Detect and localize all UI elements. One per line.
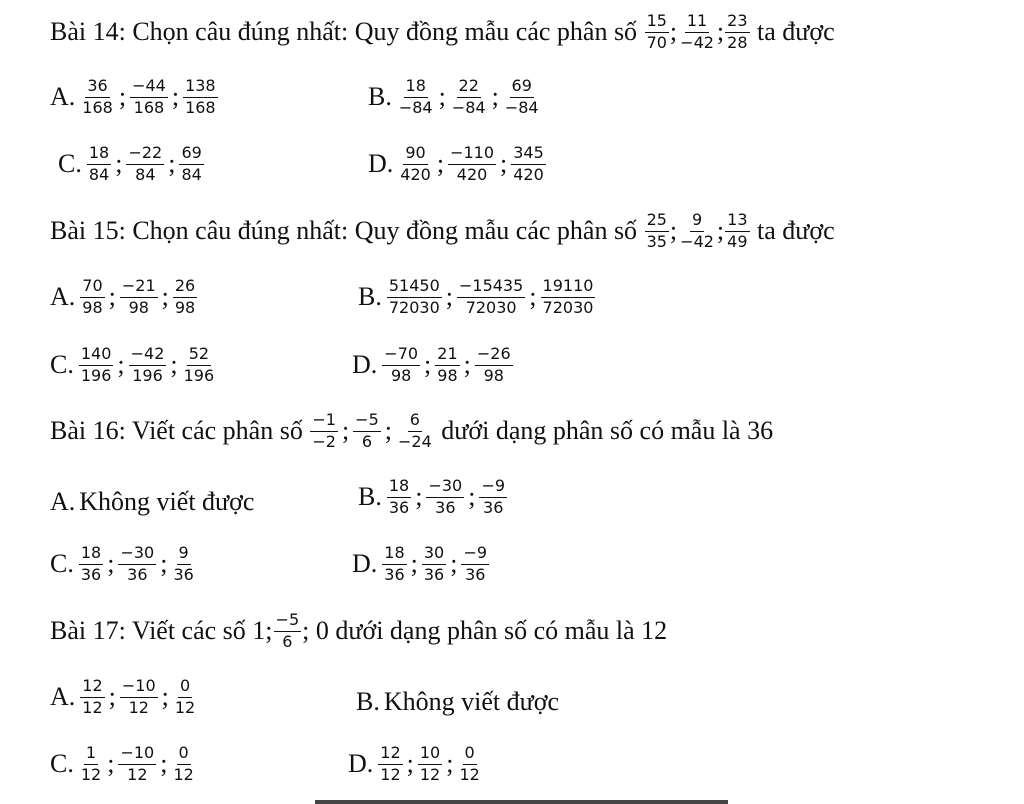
fraction (79, 745, 103, 784)
denominator: 36 (465, 564, 486, 584)
denominator: 196 (132, 365, 163, 385)
numerator: 69 (510, 78, 534, 98)
fraction (418, 745, 442, 784)
denominator: −84 (451, 97, 486, 117)
separator: ; (108, 282, 116, 312)
q14-option-d[interactable] (368, 145, 547, 184)
question-16-suffix: dưới dạng phân số có mẫu là 36 (441, 416, 774, 446)
page-bottom-divider (315, 800, 728, 804)
numerator: 30 (422, 545, 446, 565)
fraction (80, 278, 104, 317)
separator: ; (384, 416, 392, 446)
fraction (382, 346, 420, 385)
denominator: 12 (419, 764, 441, 784)
fraction (398, 145, 433, 184)
question-14-prefix: Bài 14: Chọn câu đúng nhất: Quy đồng mẫu các phân số (50, 17, 638, 47)
fraction (475, 346, 513, 385)
numerator: 10 (418, 745, 442, 765)
fraction (171, 545, 195, 584)
denominator: 72030 (465, 297, 517, 317)
question-17-suffix: ; 0 dưới dạng phân số có mẫu là 12 (302, 616, 668, 646)
numerator: 70 (80, 278, 104, 298)
numerator: −70 (382, 346, 420, 366)
numerator: 15 (645, 13, 669, 33)
q16-option-b[interactable] (358, 478, 508, 517)
fraction (426, 478, 464, 517)
question-16 (50, 412, 773, 451)
option-letter: B. (368, 82, 392, 112)
numerator: 138 (183, 78, 218, 98)
fraction (457, 278, 525, 317)
numerator: 12 (378, 745, 402, 765)
denominator: 36 (384, 564, 405, 584)
denominator: 98 (82, 297, 103, 317)
q17-option-c[interactable] (50, 745, 197, 784)
separator: ; (410, 549, 418, 579)
denominator: 84 (181, 164, 202, 184)
fraction (457, 745, 481, 784)
denominator: 12 (174, 697, 196, 717)
fraction (387, 278, 442, 317)
numerator: 12 (80, 678, 104, 698)
denominator: 98 (128, 297, 149, 317)
separator: ; (450, 549, 458, 579)
numerator: 90 (403, 145, 427, 165)
numerator: −9 (461, 545, 489, 565)
denominator: 420 (400, 164, 431, 184)
fraction (79, 346, 114, 385)
option-letter: A. (50, 487, 76, 516)
option-letter: D. (368, 149, 394, 179)
denominator: −42 (680, 32, 714, 52)
fraction (541, 278, 596, 317)
denominator: −42 (680, 231, 714, 251)
separator: ; (108, 682, 116, 712)
option-letter: B. (358, 482, 382, 512)
fraction (382, 545, 406, 584)
numerator: 11 (685, 13, 709, 33)
fraction (479, 478, 507, 517)
fraction (645, 212, 669, 251)
question-16-prefix: Bài 16: Viết các phân số (50, 416, 303, 446)
question-17 (50, 612, 667, 651)
fraction (118, 545, 156, 584)
option-letter: C. (50, 549, 74, 579)
numerator: −22 (126, 145, 164, 165)
fraction (396, 412, 434, 451)
q15-option-b[interactable] (358, 278, 596, 317)
numerator: 9 (177, 545, 191, 565)
fraction (179, 145, 203, 184)
fraction (80, 678, 104, 717)
fraction (511, 145, 546, 184)
q15-option-c[interactable] (50, 346, 217, 385)
denominator: 12 (459, 764, 480, 784)
numerator: 1 (84, 745, 98, 765)
separator: ; (170, 350, 178, 380)
fraction (678, 13, 716, 52)
question-14: Bài 14: Chọn câu đúng nhất: Quy đồng mẫu các phân số $\frac{15}{70}$ ; $\frac{11}{-42}$ ; $\frac{23}{28}$ ta được (50, 11, 835, 52)
numerator: 18 (382, 545, 406, 565)
denominator: 98 (390, 365, 412, 385)
fraction (182, 346, 217, 385)
denominator: 98 (483, 365, 504, 385)
option-letter: C. (50, 350, 74, 380)
fraction (79, 545, 103, 584)
fraction (118, 745, 156, 784)
numerator: −110 (448, 145, 496, 165)
fraction (80, 78, 115, 117)
numerator: −30 (426, 478, 464, 498)
separator: ; (115, 149, 123, 179)
numerator: 23 (725, 13, 749, 33)
numerator: 69 (179, 145, 203, 165)
fraction (274, 612, 302, 651)
option-letter: A. (50, 282, 76, 312)
numerator: 25 (645, 212, 669, 232)
denominator: 36 (483, 497, 504, 517)
fraction (461, 545, 489, 584)
numerator: 0 (463, 745, 477, 765)
numerator: 13 (725, 212, 749, 232)
denominator: 28 (727, 32, 748, 52)
denominator: 168 (133, 97, 165, 117)
denominator: 196 (80, 365, 112, 385)
fraction (130, 78, 168, 117)
separator: ; (463, 350, 471, 380)
denominator: 420 (456, 164, 488, 184)
q17-option-d[interactable] (348, 745, 483, 784)
numerator: −42 (129, 346, 167, 366)
denominator: −84 (504, 97, 539, 117)
fraction (120, 678, 158, 717)
numerator: 51450 (387, 278, 442, 298)
fraction (87, 145, 111, 184)
denominator: −84 (398, 97, 433, 117)
separator: ; (500, 149, 508, 179)
option-letter: D. (352, 350, 378, 380)
numerator: 22 (457, 78, 481, 98)
separator: ; (529, 282, 537, 312)
numerator: −15435 (457, 278, 525, 298)
denominator: 98 (174, 297, 196, 317)
fraction (435, 346, 459, 385)
numerator: −30 (118, 545, 156, 565)
option-letter: B. (358, 282, 382, 312)
separator: ; (168, 149, 176, 179)
denominator: 196 (183, 365, 215, 385)
denominator: 36 (173, 564, 194, 584)
denominator: 35 (646, 231, 667, 251)
numerator: −5 (353, 412, 381, 432)
fraction (725, 13, 749, 52)
question-17-prefix: Bài 17: Viết các số 1; (50, 616, 273, 646)
denominator: 168 (82, 97, 113, 117)
fraction (353, 412, 381, 451)
fraction (120, 278, 158, 317)
numerator: −10 (120, 678, 158, 698)
q15-option-a[interactable] (50, 278, 198, 317)
fraction (645, 13, 669, 52)
denominator: 12 (128, 697, 149, 717)
fraction (450, 78, 488, 117)
separator: ; (468, 482, 476, 512)
numerator: −44 (130, 78, 168, 98)
denominator: 12 (127, 764, 148, 784)
denominator: 36 (435, 497, 456, 517)
fraction (173, 278, 197, 317)
numerator: −21 (120, 278, 158, 298)
option-letter: C. (50, 749, 74, 779)
numerator: 9 (690, 212, 704, 232)
numerator: −10 (118, 745, 156, 765)
q14-option-a[interactable] (50, 78, 219, 117)
numerator: 19110 (541, 278, 596, 298)
numerator: 52 (187, 346, 211, 366)
numerator: 6 (408, 412, 422, 432)
separator: ; (436, 149, 445, 179)
denominator: −24 (398, 431, 432, 451)
fraction (422, 545, 446, 584)
fraction (129, 346, 167, 385)
separator: ; (160, 749, 168, 779)
numerator: 26 (173, 278, 197, 298)
denominator: 12 (173, 764, 194, 784)
denominator: 84 (88, 164, 110, 184)
denominator: 98 (437, 365, 458, 385)
q17-option-b[interactable]: B. Không viết được (356, 687, 559, 716)
separator: ; (341, 416, 350, 446)
fraction (503, 78, 541, 117)
option-letter: A. (50, 82, 76, 112)
option-letter: C. (58, 149, 82, 179)
separator: ; (107, 749, 115, 779)
denominator: 36 (80, 564, 102, 584)
fraction (448, 145, 496, 184)
numerator: 140 (79, 346, 114, 366)
separator: ; (491, 82, 499, 112)
separator: ; (438, 82, 446, 112)
fraction (310, 412, 338, 451)
q15-option-d[interactable] (352, 346, 514, 385)
numerator: −26 (475, 346, 513, 366)
denominator: 12 (82, 697, 103, 717)
denominator: 72030 (542, 297, 594, 317)
numerator: 36 (85, 78, 109, 98)
q16-option-c[interactable] (50, 545, 197, 584)
numerator: 18 (404, 78, 428, 98)
fraction (171, 745, 195, 784)
question-15: Bài 15: Chọn câu đúng nhất: Quy đồng mẫu các phân số $\frac{25}{35}$ ; $\frac{9}{-42}$ ; $\frac{13}{49}$ ta được (50, 210, 835, 251)
option-letter: B. (356, 687, 380, 716)
denominator: 168 (185, 97, 216, 117)
q16-option-a[interactable]: A. Không viết được (50, 487, 255, 516)
q14-option-c[interactable] (58, 145, 205, 184)
denominator: −2 (312, 431, 336, 451)
separator: ; (446, 749, 454, 779)
fraction (397, 78, 435, 117)
denominator: 12 (80, 764, 102, 784)
numerator: −9 (479, 478, 507, 498)
fraction (378, 745, 402, 784)
denominator: 70 (646, 32, 667, 52)
numerator: 21 (435, 346, 459, 366)
denominator: 72030 (388, 297, 440, 317)
separator: ; (406, 749, 414, 779)
denominator: 84 (135, 164, 156, 184)
fraction (678, 212, 716, 251)
numerator: 18 (79, 545, 103, 565)
denominator: 36 (127, 564, 148, 584)
numerator: 18 (87, 145, 111, 165)
q17-option-a[interactable] (50, 678, 198, 717)
denominator: 36 (423, 564, 445, 584)
separator: ; (171, 82, 180, 112)
denominator: 12 (380, 764, 401, 784)
denominator: 36 (388, 497, 410, 517)
separator: ; (415, 482, 423, 512)
fraction (387, 478, 411, 517)
fraction (183, 78, 218, 117)
question-15-prefix: Bài 15: Chọn câu đúng nhất: Quy đồng mẫu các phân số (50, 216, 638, 246)
question-14-suffix: ta được (757, 17, 835, 47)
numerator: 0 (177, 745, 191, 765)
option-letter: A. (50, 682, 76, 712)
denominator: 6 (282, 631, 293, 651)
fraction (126, 145, 164, 184)
separator: ; (160, 549, 168, 579)
separator: ; (161, 282, 169, 312)
separator: ; (118, 82, 127, 112)
separator: ; (107, 549, 115, 579)
denominator: 6 (361, 431, 373, 451)
question-15-suffix: ta được (757, 216, 835, 246)
q14-option-b[interactable] (368, 78, 542, 117)
separator: ; (445, 282, 453, 312)
option-letter: D. (352, 549, 378, 579)
numerator: −5 (274, 612, 302, 632)
numerator: 18 (387, 478, 411, 498)
denominator: 49 (727, 231, 748, 251)
fraction (725, 212, 749, 251)
numerator: 0 (178, 678, 192, 698)
numerator: −1 (310, 412, 338, 432)
fraction (173, 678, 197, 717)
denominator: 420 (513, 164, 544, 184)
numerator: 345 (511, 145, 546, 165)
option-letter: D. (348, 749, 374, 779)
separator: ; (117, 350, 125, 380)
q16-option-d[interactable] (352, 545, 490, 584)
separator: ; (161, 682, 169, 712)
separator: ; (424, 350, 432, 380)
